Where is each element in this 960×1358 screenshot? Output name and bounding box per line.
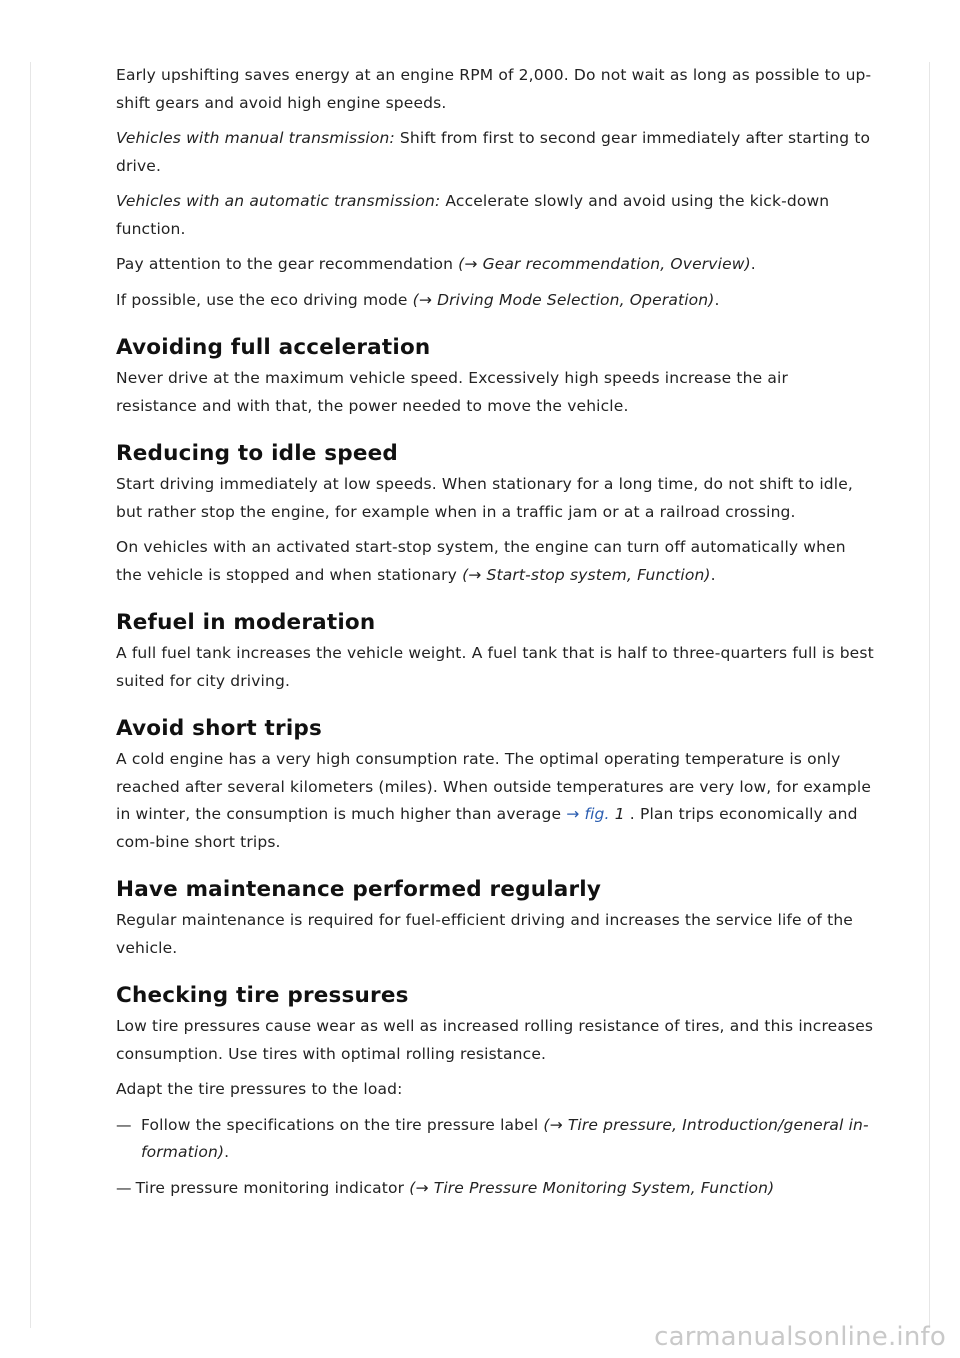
paragraph-automatic-transmission [116,188,874,243]
period: . [750,255,756,273]
list-item-tire-label [116,1112,874,1167]
ref-open-paren: ( [409,1178,416,1197]
paragraph-full-acceleration: Never drive at the maximum vehicle speed. Excessively high speeds increase the air resistance and with that, the power needed to move the vehicle. [116,369,788,415]
paragraph-tires-2: Adapt the tire pressures to the load: [116,1080,403,1098]
heading-maintenance: Have maintenance performed regularly [116,877,602,902]
idle-text: On vehicles with an activated start-stop system, the engine can turn off automatically when the vehicle is stopped and when stationary [116,538,846,584]
ref-open-paren: ( [458,255,465,273]
gear-rec-text: Pay attention to the gear recommendation [116,255,459,273]
figure-link[interactable] [566,805,609,823]
paragraph-refuel: A full fuel tank increases the vehicle weight. A fuel tank that is half to three-quarters full is best suited for city driving. [116,644,874,690]
gear-recommendation-link[interactable] [458,255,751,273]
arrow-right-icon: → [418,290,432,309]
left-margin-rule [30,62,31,1328]
start-stop-ref-label: Start-stop system, Function) [486,565,711,584]
paragraph-short-trips [116,746,874,856]
arrow-right-icon: → [464,255,478,273]
tire-pressure-ref-label: Tire pressure, Introduction/general in-formation) [141,1115,869,1161]
paragraph-gear-recommendation [116,251,874,279]
heading-tire-pressures: Checking tire pressures [116,983,409,1008]
paragraph-maintenance: Regular maintenance is required for fuel-efficient driving and increases the service life of the vehicle. [116,911,853,957]
period: . [714,290,720,309]
ref-open-paren: ( [462,565,469,584]
tire-label-text: Follow the specifications on the tire pressure label [141,1115,544,1134]
gear-rec-ref-label: Gear recommendation, Overview) [482,255,751,273]
lead-in-manual: Vehicles with manual transmission: [116,129,395,147]
arrow-right-icon: → [415,1178,429,1197]
figure-number: 1 [614,805,625,823]
heading-refuel-moderation: Refuel in moderation [116,610,376,635]
paragraph-eco-mode [116,287,874,315]
paragraph-upshifting: Early upshifting saves energy at an engine RPM of 2,000. Do not wait as long as possible to up-shift gears and avoid high engine speeds. [116,66,872,112]
arrow-right-icon: → [468,565,482,584]
dash-bullet: — [116,1115,132,1134]
lead-in-automatic: Vehicles with an automatic transmission: [116,192,441,210]
site-watermark: carmanualsonline.info [654,1322,946,1352]
eco-text: If possible, use the eco driving mode [116,290,413,309]
ref-open-paren: ( [412,290,419,309]
list-item-tire-monitoring [116,1175,874,1203]
fig-label: fig. [584,805,610,823]
paragraph-tires-1: Low tire pressures cause wear as well as increased rolling resistance of tires, and this increases consumption. Use tires with optimal rolling resistance. [116,1017,874,1063]
driving-mode-ref-label: Driving Mode Selection, Operation) [437,290,715,309]
paragraph-idle-2 [116,534,874,589]
arrow-right-icon: → [549,1115,563,1134]
heading-reducing-idle-speed: Reducing to idle speed [116,441,398,466]
dash-bullet: — [116,1178,132,1197]
paragraph-idle-1: Start driving immediately at low speeds. When stationary for a long time, do not shift to idle, but rather stop the engine, for example when in a traffic jam or at a railroad crossing. [116,475,854,521]
manual-page-content [116,62,874,1210]
manual-text: Shift from first to second gear immediately after starting to drive. [116,129,871,175]
right-margin-rule [929,62,930,1328]
period: . [224,1143,230,1161]
tpms-ref-label: Tire Pressure Monitoring System, Function) [433,1178,775,1197]
start-stop-link[interactable] [462,566,711,584]
heading-avoiding-full-acceleration: Avoiding full acceleration [116,335,431,360]
tire-monitoring-text: Tire pressure monitoring indicator [135,1178,410,1197]
automatic-text: Accelerate slowly and avoid using the kick-down function. [116,192,830,238]
heading-avoid-short-trips: Avoid short trips [116,716,322,741]
driving-mode-link[interactable] [413,291,715,309]
short-trips-text-after: . Plan trips economically and com-bine short trips. [116,805,858,851]
period: . [710,565,716,584]
tpms-link[interactable] [409,1179,774,1197]
ref-open-paren: ( [543,1115,550,1134]
arrow-right-icon: → [566,805,580,823]
paragraph-manual-transmission [116,125,874,180]
short-trips-text: A cold engine has a very high consumption rate. The optimal operating temperature is only reached after several kilometers (miles). When outside temperatures are very low, for example in winter, the consumption is much higher than average [116,750,872,823]
